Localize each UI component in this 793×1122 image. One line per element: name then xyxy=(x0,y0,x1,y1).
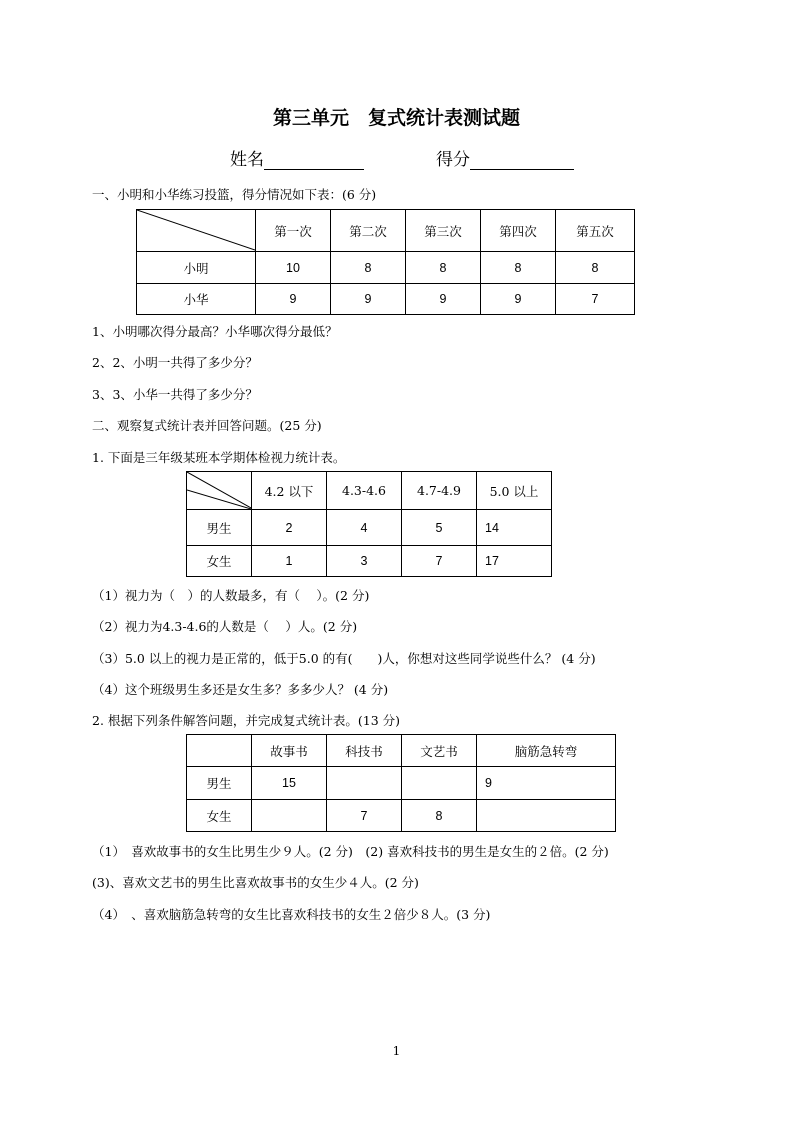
page-title: 第三单元 复式统计表测试题 xyxy=(272,107,520,129)
vision-table xyxy=(186,471,552,577)
diagonal-line xyxy=(137,210,255,252)
column-header: 第一次 xyxy=(256,210,331,252)
table-cell: 8 xyxy=(406,252,481,284)
page-number: 1 xyxy=(392,1044,401,1058)
row-header: 女生 xyxy=(187,800,252,832)
part1-question: （3）5.0 以上的视力是正常的，低于5.0 的有( )人，你想对这些同学说些什么？ (4 分) xyxy=(92,651,596,666)
column-header: 第四次 xyxy=(481,210,556,252)
column-header: 第五次 xyxy=(556,210,635,252)
diagonal-lines xyxy=(187,472,251,510)
row-header: 男生 xyxy=(187,767,252,800)
table-cell: 7 xyxy=(556,284,635,315)
table-cell: 17 xyxy=(477,546,552,577)
table-row xyxy=(187,546,552,577)
score-label: 得分 xyxy=(436,150,470,170)
part2-condition: (3)、喜欢文艺书的男生比喜欢故事书的女生少４人。(2 分) xyxy=(92,875,419,890)
row-header: 小明 xyxy=(137,252,256,284)
table-cell: 10 xyxy=(256,252,331,284)
table-cell: 14 xyxy=(477,510,552,546)
table-cell: 15 xyxy=(252,767,327,800)
table-cell: 2 xyxy=(252,510,327,546)
table-cell: 3 xyxy=(327,546,402,577)
table-cell xyxy=(477,800,616,832)
column-header: 4.7-4.9 xyxy=(402,472,477,510)
table-row xyxy=(137,252,635,284)
row-header: 男生 xyxy=(187,510,252,546)
column-header: 文艺书 xyxy=(402,735,477,767)
table-cell: 4 xyxy=(327,510,402,546)
table-cell: 8 xyxy=(331,252,406,284)
row-header: 小华 xyxy=(137,284,256,315)
section1-heading: 一、小明和小华练习投篮，得分情况如下表：(6 分) xyxy=(92,187,377,202)
column-header: 第二次 xyxy=(331,210,406,252)
part2-intro: 2. 根据下列条件解答问题，并完成复式统计表。(13 分) xyxy=(92,713,401,728)
empty-header-cell xyxy=(187,735,252,767)
name-field xyxy=(230,145,364,170)
column-header: 脑筋急转弯 xyxy=(477,735,616,767)
column-header: 4.2 以下 xyxy=(252,472,327,510)
diagonal-header-cell xyxy=(137,210,256,252)
table-cell: 9 xyxy=(256,284,331,315)
column-header: 4.3-4.6 xyxy=(327,472,402,510)
table-cell xyxy=(327,767,402,800)
row-header: 女生 xyxy=(187,546,252,577)
column-header: 5.0 以上 xyxy=(477,472,552,510)
table-cell: 8 xyxy=(556,252,635,284)
part1-intro: 1. 下面是三年级某班本学期体检视力统计表。 xyxy=(92,450,346,465)
table-cell: 9 xyxy=(406,284,481,315)
column-header: 科技书 xyxy=(327,735,402,767)
part1-question: （4）这个班级男生多还是女生多？多多少人？ (4 分) xyxy=(92,682,389,697)
part2-condition: （1） 喜欢故事书的女生比男生少９人。(2 分) (2) 喜欢科技书的男生是女生的２倍。(2 分) xyxy=(92,844,609,859)
section1-question: 2、2、小明一共得了多少分？ xyxy=(92,355,258,370)
diagonal-header-cell xyxy=(187,472,252,510)
section2-heading: 二、观察复式统计表并回答问题。(25 分) xyxy=(92,418,322,433)
table-cell: 9 xyxy=(331,284,406,315)
section1-question: 1、小明哪次得分最高？小华哪次得分最低？ xyxy=(92,324,338,339)
column-header: 第三次 xyxy=(406,210,481,252)
table-cell: 5 xyxy=(402,510,477,546)
table-cell: 1 xyxy=(252,546,327,577)
basketball-table xyxy=(136,209,635,315)
table-cell: 9 xyxy=(481,284,556,315)
table-cell xyxy=(252,800,327,832)
score-blank xyxy=(470,149,574,170)
column-header: 故事书 xyxy=(252,735,327,767)
table-row xyxy=(187,510,552,546)
table-cell: 7 xyxy=(327,800,402,832)
table-cell xyxy=(402,767,477,800)
part1-question: （2）视力为4.3-4.6的人数是（ ）人。(2 分) xyxy=(92,619,358,634)
books-table xyxy=(186,734,616,832)
name-label: 姓名 xyxy=(230,150,264,170)
score-field xyxy=(436,145,574,170)
part1-question: （1）视力为（ ）的人数最多，有（ ）。(2 分) xyxy=(92,588,370,603)
table-row xyxy=(137,284,635,315)
table-cell: 7 xyxy=(402,546,477,577)
table-cell: 8 xyxy=(402,800,477,832)
part2-condition: （4） 、喜欢脑筋急转弯的女生比喜欢科技书的女生２倍少８人。(3 分) xyxy=(92,907,491,922)
table-cell: 9 xyxy=(477,767,616,800)
table-cell: 8 xyxy=(481,252,556,284)
name-blank xyxy=(264,149,364,170)
table-row xyxy=(187,767,616,800)
section1-question: 3、3、小华一共得了多少分？ xyxy=(92,387,258,402)
table-row xyxy=(187,800,616,832)
